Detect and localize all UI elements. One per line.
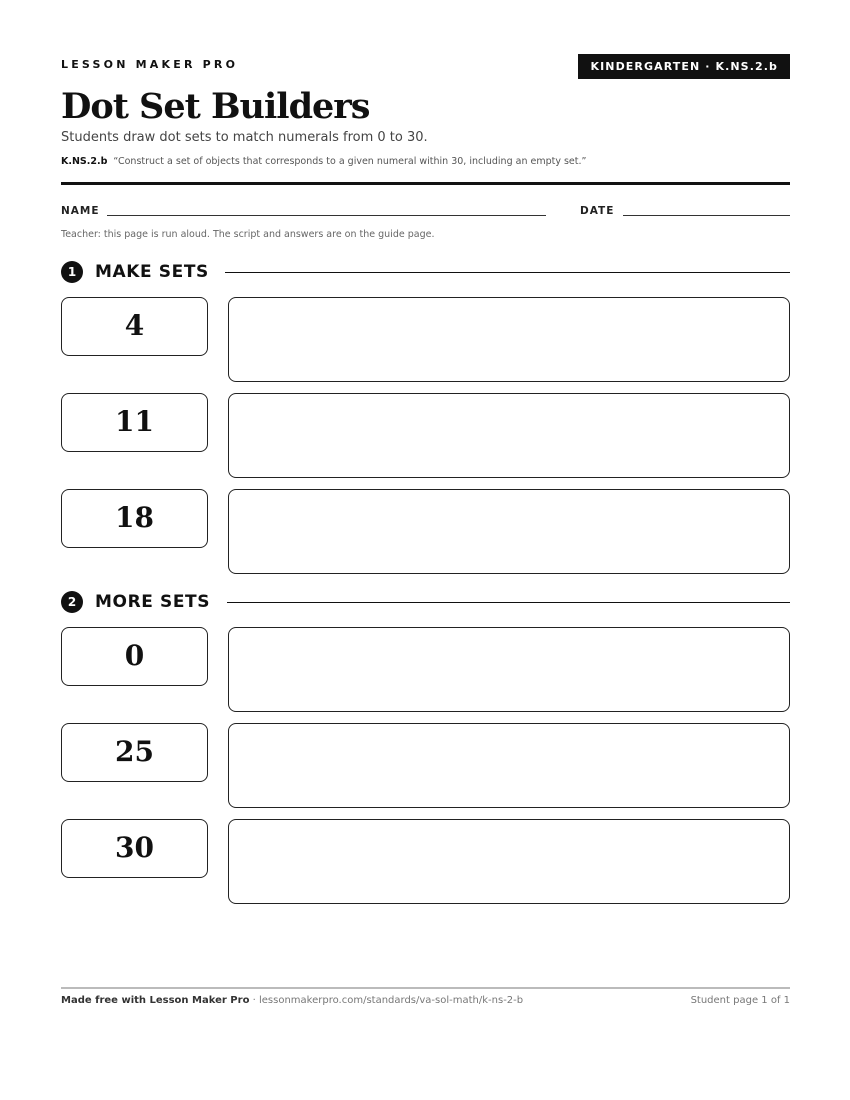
footer-made-with: Made free with Lesson Maker Pro — [61, 995, 250, 1006]
standard-statement — [61, 156, 586, 167]
brand-name: LESSON MAKER PRO — [61, 58, 239, 71]
name-field[interactable] — [107, 215, 546, 216]
numeral-card: 30 — [61, 819, 208, 878]
footer-url-link[interactable]: lessonmakerpro.com/standards/va-sol-math/k-ns-2-b — [258, 995, 524, 1006]
set-row — [61, 297, 790, 382]
name-label: NAME — [61, 205, 100, 217]
footer-divider — [61, 987, 790, 989]
page-title: Dot Set Builders — [61, 86, 370, 127]
section-title: MAKE SETS — [95, 262, 209, 282]
worksheet-page — [61, 0, 790, 1100]
dot-drawing-box[interactable] — [228, 393, 790, 478]
numeral-card: 25 — [61, 723, 208, 782]
header-divider — [61, 182, 790, 185]
set-row — [61, 723, 790, 808]
dot-drawing-box[interactable] — [228, 489, 790, 574]
dot-drawing-box[interactable] — [228, 723, 790, 808]
numeral-card: 0 — [61, 627, 208, 686]
set-row — [61, 627, 790, 712]
numeral-card: 4 — [61, 297, 208, 356]
section-rule — [227, 602, 790, 603]
teacher-note: Teacher: this page is run aloud. The script and answers are on the guide page. — [61, 229, 435, 240]
footer-separator: · — [249, 995, 259, 1006]
section-title: MORE SETS — [95, 592, 211, 612]
grade-standard-badge: KINDERGARTEN · K.NS.2.b — [578, 54, 790, 79]
set-row — [61, 393, 790, 478]
section-number-badge: 2 — [61, 591, 83, 613]
standard-text: “Construct a set of objects that corresponds to a given numeral within 30, including an empty set.” — [113, 156, 587, 167]
section-make-sets — [61, 260, 790, 284]
section-number-badge: 1 — [61, 261, 83, 283]
dot-drawing-box[interactable] — [228, 297, 790, 382]
dot-drawing-box[interactable] — [228, 819, 790, 904]
section-more-sets — [61, 590, 790, 614]
numeral-card: 11 — [61, 393, 208, 452]
section-rule — [225, 272, 790, 273]
set-row — [61, 489, 790, 574]
page-subtitle: Students draw dot sets to match numerals from 0 to 30. — [61, 130, 428, 145]
date-field[interactable] — [623, 215, 790, 216]
page-indicator: Student page 1 of 1 — [690, 995, 790, 1006]
standard-code: K.NS.2.b — [61, 156, 108, 167]
dot-drawing-box[interactable] — [228, 627, 790, 712]
footer-credit — [61, 995, 523, 1006]
numeral-card: 18 — [61, 489, 208, 548]
set-row — [61, 819, 790, 904]
date-label: DATE — [580, 205, 615, 217]
